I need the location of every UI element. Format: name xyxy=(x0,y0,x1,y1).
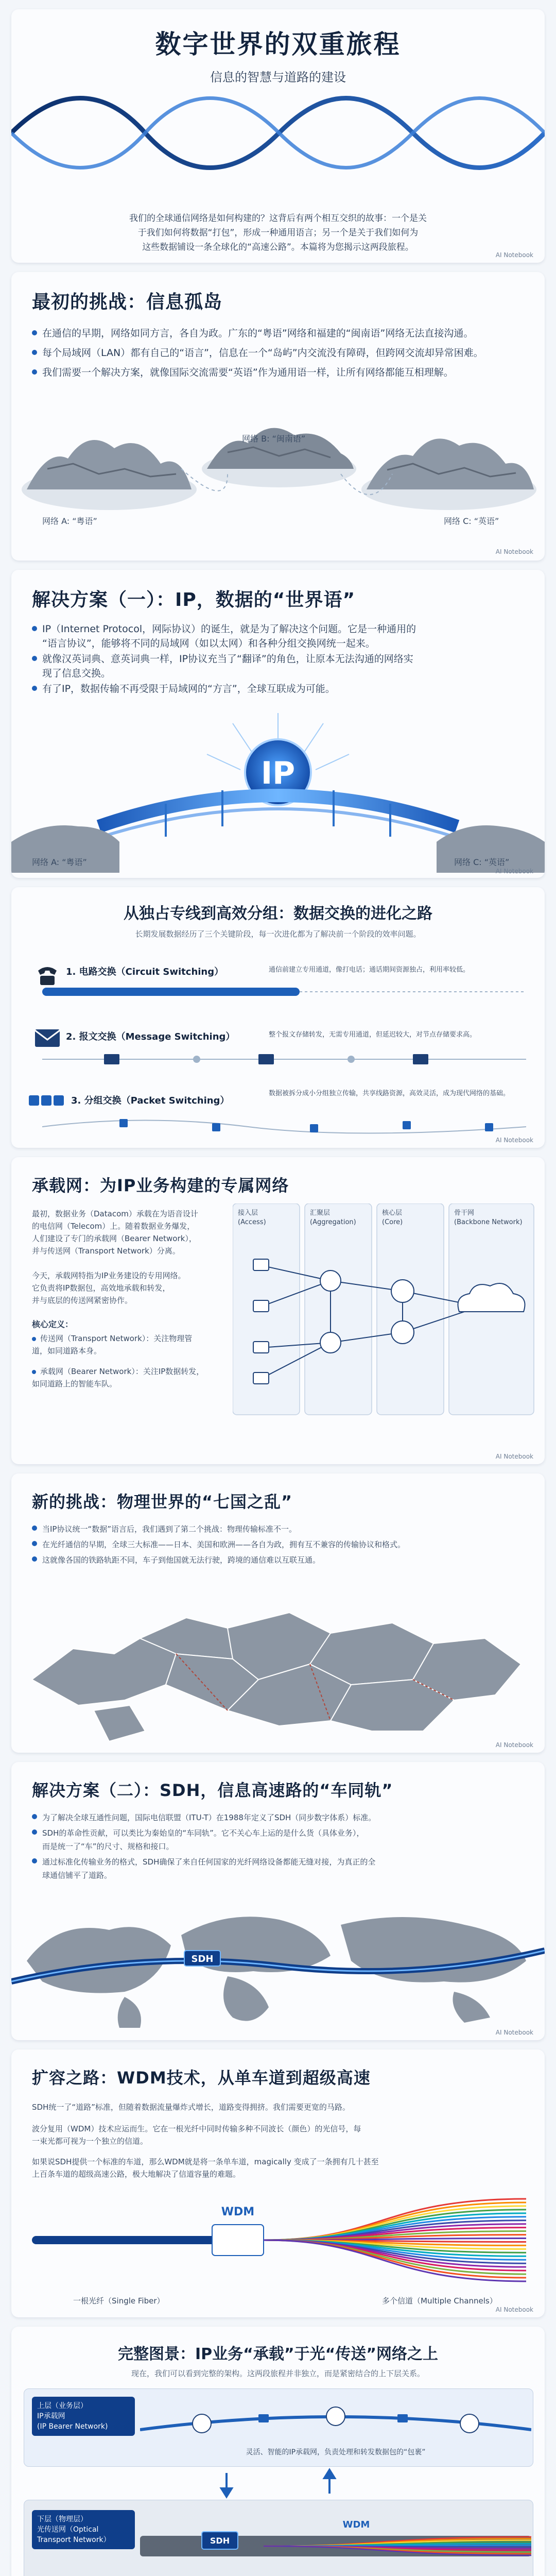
ip-label: IP xyxy=(260,755,296,791)
wdm-box-label: WDM xyxy=(342,2519,370,2530)
bearer-para-1: 最初，数据业务（Datacom）承载在为语音设计 的电信网（Telecom）上。随着数据业务爆发， 人们建设了专门的承载网（Bearer Network）， 并与传送网（Transport Network）分离。 xyxy=(32,1209,198,1256)
watermark: AI Notebook xyxy=(495,2029,533,2036)
section-ip-solution xyxy=(11,570,545,878)
watermark: AI Notebook xyxy=(495,1137,533,1144)
intro-line: 这些数据铺设一条全球化的“高速公路”。本篇将为您揭示这两段旅程。 xyxy=(142,242,414,252)
section-title: 从独占专线到高效分组：数据交换的进化之路 xyxy=(124,905,432,923)
upper-note: 灵活、智能的IP承载网，负责处理和转发数据包的“包裹” xyxy=(246,2448,426,2456)
section-title: 解决方案（一）：IP，数据的“世界语” xyxy=(32,589,356,611)
bullet: 就像汉英词典、意英词典一样，IP协议充当了“翻译”的角色，让原本无法沟通的网络实 xyxy=(32,651,536,667)
wdm-para-2: 波分复用（WDM）技术应运而生。它在一根光纤中同时传输多种不同波长（颜色）的光信号，每 一束光都可视为一个独立的信道。 xyxy=(32,2124,361,2146)
section-switching xyxy=(11,887,545,1148)
section-title: 完整图景：IP业务“承载”于光“传送”网络之上 xyxy=(117,2345,439,2363)
section-title: 最初的挑战：信息孤岛 xyxy=(32,292,223,313)
sdh-map-graphic xyxy=(11,1889,545,2033)
page-title: 数字世界的双重旅程 xyxy=(155,29,401,59)
watermark: AI Notebook xyxy=(495,1453,533,1460)
watermark: AI Notebook xyxy=(495,251,533,259)
watermark: AI Notebook xyxy=(495,548,533,555)
multi-channel-label: 多个信道（Multiple Channels） xyxy=(382,2296,497,2306)
header-panel xyxy=(11,9,545,263)
step-line-message xyxy=(42,1049,526,1070)
bullet: 当IP协议统一“数据”语言后，我们遇到了第二个挑战：物理传输标准不一。 xyxy=(32,1523,536,1535)
step-line-circuit xyxy=(42,984,526,999)
bullet: 有了IP，数据传输不再受限于局域网的“方言”，全球互联成为可能。 xyxy=(32,681,536,697)
wdm-para-3: 如果说SDH提供一个标准的车道，那么WDM就是将一条单车道，magically 变成了一条拥有几十甚至 上百条车道的超级高速公路，极大地解决了信道容量的难题。 xyxy=(32,2157,379,2179)
bullet: 在通信的早期，网络如同方言，各自为政。广东的“粤语”网络和福建的“闽南语”网络无法直接沟通。 xyxy=(32,326,536,341)
def-bearer: 承载网（Bearer Network）：关注IP数据转发，如同道路上的智能车队。 xyxy=(32,1367,204,1388)
step-icon-envelope xyxy=(32,1025,63,1051)
bullet: SDH的革命性贡献，可以类比为秦始皇的“车同轨”。它不关心车上运的是什么货（具体业务）， xyxy=(32,1827,536,1839)
step-line-packet xyxy=(42,1114,526,1140)
wavelength-line xyxy=(264,2240,526,2281)
page-subtitle: 信息的智慧与道路的建设 xyxy=(210,70,346,84)
layer-core: 核心层 (Core) xyxy=(382,1209,403,1226)
watermark: AI Notebook xyxy=(495,868,533,875)
section-title: 解决方案（二）：SDH，信息高速路的“车同轨” xyxy=(32,1781,393,1800)
lower-layer-label: 下层（物理层） 光传送网（Optical Transport Network） xyxy=(32,2510,135,2549)
wavelength-line xyxy=(264,2199,526,2240)
bullet: 每个局域网（LAN）都有自己的“语言”，信息在一个“岛屿”内交流没有障碍，但跨网交流却异常困难。 xyxy=(32,345,536,361)
step-label: 1. 电路交换（Circuit Switching） xyxy=(66,967,224,977)
layer-arrows xyxy=(175,2468,381,2499)
step-label: 3. 分组交换（Packet Switching） xyxy=(71,1095,230,1106)
fragmented-map xyxy=(11,1577,545,1747)
intro-line: 于我们如何将数据“打包”，形成一种通用语言；另一个是关于我们如何为 xyxy=(137,228,419,238)
section-info-islands xyxy=(11,272,545,561)
layer-backbone: 骨干网 (Backbone Network) xyxy=(454,1209,523,1226)
def-transport: 传送网（Transport Network）：关注物理管道，如同道路本身。 xyxy=(32,1334,193,1355)
watermark: AI Notebook xyxy=(495,2306,533,2313)
step-desc: 整个报文存储转发，无需专用通道，但延迟较大，对节点存储要求高。 xyxy=(269,1031,477,1039)
wave-graphic xyxy=(11,81,545,184)
layer-access: 接入层 (Access) xyxy=(238,1209,266,1226)
island-label-b: 网络 B: “闽南语” xyxy=(242,434,306,444)
bullet-cont: “语言协议”，能够将不同的局域网（如以太网）和各种分组交换网统一起来。 xyxy=(42,638,375,649)
watermark: AI Notebook xyxy=(495,1741,533,1749)
step-desc: 数据被拆分成小分组独立传输，共享线路资源，高效灵活，成为现代网络的基础。 xyxy=(269,1090,510,1097)
bearer-para-2: 今天，承载网特指为IP业务建设的专用网络。 它负责将IP数据包，高效地承载和转发， 并与底层的传送网紧密协作。 xyxy=(32,1271,186,1305)
bullet: IP（Internet Protocol，网际协议）的诞生，就是为了解决这个问题。它是一种通用的 xyxy=(32,621,536,637)
sdh-label: SDH xyxy=(191,1954,214,1964)
step-icon-packets xyxy=(27,1090,68,1111)
island-label-c: 网络 C: “英语” xyxy=(444,516,499,526)
wdm-para-1: SDH统一了“道路”标准，但随着数据流量爆炸式增长，道路变得拥挤。我们需要更宽的马路。 xyxy=(32,2103,350,2112)
section-complete-picture xyxy=(11,2327,545,2576)
wdm-fan-graphic xyxy=(11,2189,545,2292)
net-c-label: 网络 C: “英语” xyxy=(454,857,510,867)
net-a-label: 网络 A: “粤语” xyxy=(32,857,87,867)
intro-text xyxy=(11,211,545,255)
bullet-cont: 现了信息交换。 xyxy=(42,668,111,679)
bullet-cont: 而是统一了“车”的尺寸、规格和接口。 xyxy=(42,1842,174,1851)
section-title: 新的挑战：物理世界的“七国之乱” xyxy=(32,1492,293,1512)
upper-layer-label: 上层（业务层） IP承载网 (IP Bearer Network) xyxy=(32,2397,135,2436)
core-def-title: 核心定义： xyxy=(32,1319,74,1329)
single-fiber-label: 一根光纤（Single Fiber） xyxy=(73,2296,165,2306)
island-c xyxy=(361,438,536,510)
step-label: 2. 报文交换（Message Switching） xyxy=(66,1031,235,1042)
network-layers-diagram xyxy=(233,1204,536,1420)
bullet-cont: 球通信铺平了道路。 xyxy=(42,1871,112,1880)
wdm-label: WDM xyxy=(221,2206,255,2218)
section-title: 扩容之路：WDM技术，从单车道到超级高速 xyxy=(32,2068,371,2088)
section-title: 承载网：为IP业务构建的专属网络 xyxy=(32,1176,289,1195)
step-desc: 通信前建立专用通道，像打电话；通话期间资源独占，利用率较低。 xyxy=(269,966,470,974)
bullet: 这就像各国的铁路轨距不同，车子到他国就无法行驶，跨境的通信难以互联互通。 xyxy=(32,1554,536,1566)
bullet: 我们需要一个解决方案，就像国际交流需要“英语”作为通用语一样，让所有网络都能互相理解。 xyxy=(32,365,536,380)
bullet: 通过标准化传输业务的格式，SDH确保了来自任何国家的光纤网络设备都能无缝对接，为真正的全 xyxy=(32,1856,536,1868)
ip-bridge-graphic xyxy=(11,703,545,873)
island-a xyxy=(22,440,197,510)
otn-graphic xyxy=(140,2505,531,2576)
sdh-box-label: SDH xyxy=(210,2536,230,2546)
bullet: 为了解决全球互通性问题，国际电信联盟（ITU-T）在1988年定义了SDH（同步数字体系）标准。 xyxy=(32,1811,536,1824)
section-sdh xyxy=(11,1762,545,2040)
section-bearer-network xyxy=(11,1157,545,1464)
section-seven-kingdoms xyxy=(11,1473,545,1753)
section-subtitle: 现在，我们可以看到完整的架构。这两段旅程并非独立，而是紧密结合的上下层关系。 xyxy=(131,2369,425,2378)
section-wdm xyxy=(11,2049,545,2317)
bullet: 在光纤通信的早期，全球三大标准——日本、美国和欧洲——各自为政，拥有互不兼容的传输协议和格式。 xyxy=(32,1538,536,1551)
island-label-a: 网络 A: “粤语” xyxy=(42,516,97,526)
layer-aggregation: 汇聚层 (Aggregation) xyxy=(310,1209,356,1226)
section-subtitle: 长期发展数据经历了三个关键阶段，每一次进化都为了解决前一个阶段的效率问题。 xyxy=(135,929,421,939)
intro-line: 我们的全球通信网络是如何构建的？这背后有两个相互交织的故事：一个是关 xyxy=(129,213,427,224)
